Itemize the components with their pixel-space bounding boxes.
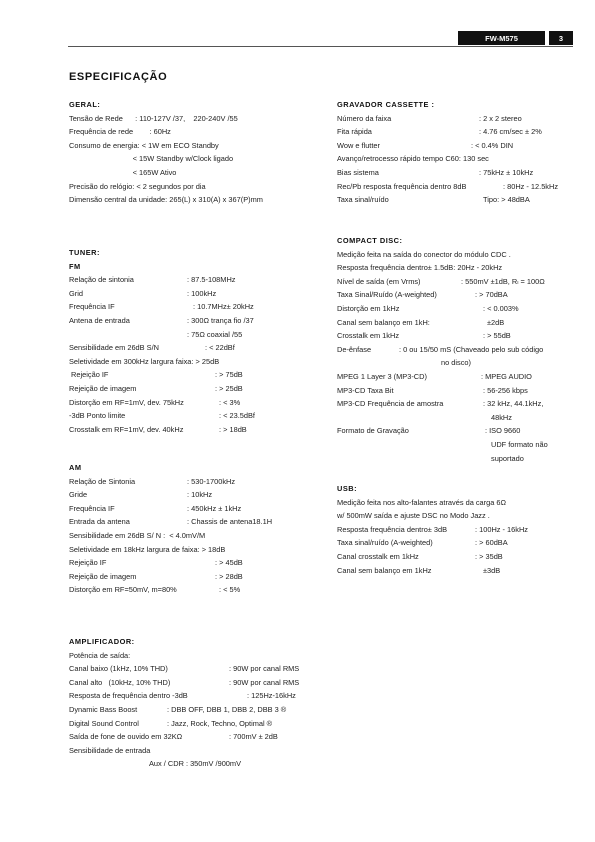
- spec-row: [69, 287, 217, 301]
- spec-row: [337, 139, 514, 153]
- spec-value: UDF formato não: [491, 439, 548, 449]
- spec-value: : 10.7MHz± 20kHz: [193, 302, 254, 312]
- spec-row: [69, 689, 296, 703]
- spec-row: [69, 314, 254, 328]
- spec-row: [337, 261, 503, 275]
- spec-value: : 100Hz - 16kHz: [475, 524, 528, 534]
- spec-value: : < 3%: [219, 397, 241, 407]
- spec-label: Crosstalk em RF=1mV, dev. 40kHz: [69, 424, 184, 434]
- model-badge: FW-M575: [458, 31, 545, 45]
- spec-row: [69, 341, 235, 355]
- spec-row: [337, 411, 512, 425]
- spec-row: [69, 409, 255, 423]
- spec-row: [337, 329, 511, 343]
- amplificador-list: [69, 649, 300, 771]
- spec-line: Precisão do relógio: < 2 segundos por dia: [69, 181, 206, 191]
- spec-value: : > 60dBA: [475, 538, 508, 548]
- usb-heading: USB:: [337, 484, 358, 493]
- spec-line: Tensão de Rede : 110-127V /37, 220-240V /55: [69, 113, 238, 123]
- spec-row: [69, 300, 254, 314]
- spec-value: : 550mV ±1dB, Rₗ = 100Ω: [461, 276, 545, 286]
- spec-row: [337, 275, 545, 289]
- spec-line: < 165W Ativo: [69, 167, 177, 177]
- spec-label: Crosstalk em 1kHz: [337, 331, 400, 341]
- spec-label: Taxa sinal/ruído: [337, 195, 389, 205]
- compact-disc-section: [337, 234, 548, 465]
- gravador-heading: GRAVADOR CASSETTE :: [337, 100, 435, 109]
- spec-label: Distorção em RF=50mV, m=80%: [69, 585, 177, 595]
- spec-row: [69, 649, 135, 663]
- spec-label: -3dB Ponto limite: [69, 411, 126, 421]
- spec-value: : > 18dB: [219, 424, 247, 434]
- geral-heading: GERAL:: [69, 100, 101, 109]
- spec-value: ±2dB: [487, 317, 505, 327]
- geral-list: [69, 112, 263, 207]
- spec-value: : 700mV ± 2dB: [229, 732, 278, 742]
- spec-value: ±3dB: [483, 565, 501, 575]
- gravador-list: [337, 112, 559, 207]
- compact-disc-heading: COMPACT DISC:: [337, 236, 403, 245]
- spec-value: : > 35dB: [475, 551, 503, 561]
- spec-label: Potência de saída:: [69, 650, 131, 660]
- spec-value: : 2 x 2 stereo: [479, 113, 522, 123]
- spec-row: [337, 316, 505, 330]
- page-number-badge: 3: [549, 31, 573, 45]
- spec-row: [69, 744, 151, 758]
- spec-value: 48kHz: [491, 412, 512, 422]
- spec-row: [337, 193, 530, 207]
- spec-row: [69, 515, 273, 529]
- spec-value: : < 22dBf: [205, 343, 235, 353]
- spec-row: [69, 570, 243, 584]
- spec-value: : > 25dB: [215, 383, 243, 393]
- spec-row: [337, 452, 524, 466]
- spec-row: [337, 125, 542, 139]
- spec-label: Gride: [69, 490, 88, 500]
- spec-line: < 15W Standby w/Clock ligado: [69, 154, 234, 164]
- spec-label: Relação de Sintonia: [69, 476, 136, 486]
- spec-row: [69, 556, 243, 570]
- spec-label: w/ 500mW saída e ajuste DSC no Modo Jazz .: [337, 511, 490, 521]
- spec-row: [337, 166, 534, 180]
- spec-row: [337, 356, 471, 370]
- spec-value: Aux / CDR : 350mV /900mV: [149, 759, 242, 769]
- am-section: [69, 461, 273, 597]
- spec-value: : 10kHz: [187, 490, 213, 500]
- spec-line: Dimensão central da unidade: 265(L) x 310(A) x 367(P)mm: [69, 195, 263, 205]
- spec-label: Entrada da antena: [69, 517, 130, 527]
- am-list: [69, 475, 273, 597]
- spec-value: : 4.76 cm/sec ± 2%: [479, 127, 542, 137]
- spec-row: [337, 288, 508, 302]
- spec-row: [337, 564, 501, 578]
- spec-label: Dynamic Bass Boost: [69, 704, 138, 714]
- spec-row: [69, 543, 226, 557]
- spec-value: : 125Hz-16kHz: [247, 691, 296, 701]
- spec-label: Resposta de frequência dentro -3dB: [69, 691, 188, 701]
- spec-label: Frequência IF: [69, 302, 115, 312]
- spec-row: [337, 152, 489, 166]
- usb-section: [337, 482, 528, 577]
- spec-label: Grid: [69, 288, 83, 298]
- spec-label: Distorção em 1kHz: [337, 303, 400, 313]
- spec-value: : < 0.003%: [483, 303, 519, 313]
- spec-row: [69, 396, 241, 410]
- spec-value: : 100kHz: [187, 288, 217, 298]
- spec-label: Canal crosstalk em 1kHz: [337, 551, 419, 561]
- spec-row: [337, 302, 519, 316]
- spec-label: Wow e flutter: [337, 140, 380, 150]
- spec-value: : > 75dB: [215, 370, 243, 380]
- spec-label: Número da faixa: [337, 113, 392, 123]
- spec-label: Avanço/retrocesso rápido tempo C60: 130 sec: [337, 154, 489, 164]
- spec-value: : 90W por canal RMS: [229, 677, 300, 687]
- spec-row: [69, 676, 300, 690]
- spec-value: : 450kHz ± 1kHz: [187, 503, 242, 513]
- spec-line: Consumo de energia: < 1W em ECO Standby: [69, 140, 219, 150]
- compact-disc-list: [337, 248, 548, 466]
- spec-value: : > 45dB: [215, 558, 243, 568]
- gravador-section: [337, 98, 559, 207]
- spec-row: [337, 509, 490, 523]
- spec-row: [337, 523, 528, 537]
- spec-label: Seletividade em 18kHz largura de faixa: > 18dB: [69, 544, 226, 554]
- spec-row: [337, 424, 521, 438]
- geral-section: [69, 98, 263, 207]
- header-rule: [68, 46, 573, 47]
- spec-label: Canal baixo (1kHz, 10% THD): [69, 664, 168, 674]
- spec-value: : > 55dB: [483, 331, 511, 341]
- spec-row: [337, 384, 528, 398]
- spec-row: [337, 343, 544, 357]
- fm-heading: FM: [69, 261, 81, 271]
- spec-row: [69, 423, 247, 437]
- spec-row: [337, 248, 511, 262]
- spec-label: Medição feita nos alto-falantes através da carga 6Ω: [337, 497, 507, 507]
- spec-label: De-ênfase: [337, 344, 372, 354]
- spec-row: [69, 328, 243, 342]
- spec-value: : 80Hz - 12.5kHz: [503, 181, 559, 191]
- spec-value: : DBB OFF, DBB 1, DBB 2, DBB 3 ®: [167, 704, 287, 714]
- spec-row: [69, 757, 242, 771]
- spec-row: [69, 730, 278, 744]
- spec-label: Antena de entrada: [69, 315, 130, 325]
- fm-list: [69, 273, 255, 436]
- spec-row: [337, 496, 507, 510]
- spec-row: [337, 536, 508, 550]
- spec-label: Nível de saída (em Vrms): [337, 276, 421, 286]
- spec-label: Seletividade em 300kHz largura faixa: > 25dB: [69, 356, 220, 366]
- spec-row: [69, 502, 242, 516]
- spec-row: [69, 382, 243, 396]
- spec-row: [337, 438, 548, 452]
- tuner-section: [69, 246, 255, 436]
- usb-list: [337, 496, 528, 578]
- spec-row: [69, 488, 213, 502]
- spec-value: : 300Ω trança fio /37: [187, 315, 254, 325]
- spec-label: Rejeição de imagem: [69, 571, 137, 581]
- spec-label: Rec/Pb resposta frequência dentro 8dB: [337, 181, 467, 191]
- spec-label: Taxa Sinal/Ruído (A-weighted): [337, 290, 437, 300]
- spec-value: : > 70dBA: [475, 290, 508, 300]
- spec-label: Rejeição de imagem: [69, 383, 137, 393]
- spec-value: : < 5%: [219, 585, 241, 595]
- spec-label: MPEG 1 Layer 3 (MP3-CD): [337, 371, 427, 381]
- amplificador-section: [69, 635, 300, 771]
- spec-value: : 87.5-108MHz: [187, 275, 236, 285]
- spec-label: Resposta frequência dentro± 1.5dB: 20Hz - 20kHz: [337, 263, 503, 273]
- spec-label: Fita rápida: [337, 127, 372, 137]
- spec-label: Digital Sound Control: [69, 718, 139, 728]
- spec-label: Relação de sintonia: [69, 275, 134, 285]
- spec-row: [69, 662, 300, 676]
- spec-value: Tipo: > 48dBA: [483, 195, 530, 205]
- spec-value: : MPEG AUDIO: [481, 371, 532, 381]
- spec-label: Saída de fone de ouvido em 32KΩ: [69, 732, 183, 742]
- spec-label: Formato de Gravação: [337, 426, 409, 436]
- spec-label: Canal sem balanço em 1kHz: [337, 565, 432, 575]
- spec-value: : 0 ou 15/50 mS (Chaveado pelo sub código: [399, 344, 544, 354]
- spec-row: [69, 703, 287, 717]
- spec-label: MP3-CD Taxa Bit: [337, 385, 394, 395]
- spec-row: [69, 355, 220, 369]
- spec-label: Sensibilidade em 26dB S/ N : < 4.0mV/M: [69, 530, 206, 540]
- spec-value: : 90W por canal RMS: [229, 664, 300, 674]
- spec-label: Distorção em RF=1mV, dev. 75kHz: [69, 397, 184, 407]
- spec-row: [337, 180, 559, 194]
- spec-row: [337, 550, 503, 564]
- spec-value: no disco): [441, 358, 471, 368]
- spec-line: Frequência de rede : 60Hz: [69, 127, 171, 137]
- am-heading: AM: [69, 463, 82, 472]
- spec-label: Rejeição IF: [69, 558, 107, 568]
- spec-label: MP3-CD Frequência de amostra: [337, 399, 444, 409]
- spec-label: Canal alto (10kHz, 10% THD): [69, 677, 171, 687]
- spec-value: : 75kHz ± 10kHz: [479, 167, 534, 177]
- page-title: ESPECIFICAÇÃO: [69, 71, 168, 83]
- spec-value: : ISO 9660: [485, 426, 521, 436]
- tuner-heading: TUNER:: [69, 248, 100, 257]
- spec-value: : Chassis de antena18.1H: [187, 517, 273, 527]
- spec-value: suportado: [491, 453, 524, 463]
- spec-row: [69, 529, 206, 543]
- spec-label: Rejeição IF: [69, 370, 109, 380]
- spec-row: [69, 717, 273, 731]
- spec-label: Canal sem balanço em 1kH:: [337, 317, 430, 327]
- spec-value: : < 0.4% DIN: [471, 140, 514, 150]
- spec-row: [337, 112, 522, 126]
- spec-label: Taxa sinal/ruído (A-weighted): [337, 538, 433, 548]
- spec-label: Resposta frequência dentro± 3dB: [337, 524, 448, 534]
- amplificador-heading: AMPLIFICADOR:: [69, 637, 135, 646]
- spec-value: : > 28dB: [215, 571, 243, 581]
- spec-row: [69, 273, 236, 287]
- spec-value: : 56-256 kbps: [483, 385, 528, 395]
- spec-row: [69, 475, 236, 489]
- spec-row: [69, 583, 241, 597]
- spec-row: [337, 397, 544, 411]
- spec-label: Sensibilidade em 26dB S/N: [69, 343, 159, 353]
- spec-row: [337, 370, 532, 384]
- spec-value: : < 23.5dBf: [219, 411, 255, 421]
- spec-value: : 530-1700kHz: [187, 476, 236, 486]
- spec-value: : 75Ω coaxial /55: [187, 329, 243, 339]
- spec-row: [69, 368, 243, 382]
- spec-value: : Jazz, Rock, Techno, Optimal ®: [167, 718, 273, 728]
- spec-label: Bias sistema: [337, 167, 379, 177]
- spec-label: Frequência IF: [69, 503, 115, 513]
- spec-value: : 32 kHz, 44.1kHz,: [483, 399, 544, 409]
- spec-label: Medição feita na saída do conector do módulo CDC .: [337, 249, 511, 259]
- spec-label: Sensibilidade de entrada: [69, 745, 151, 755]
